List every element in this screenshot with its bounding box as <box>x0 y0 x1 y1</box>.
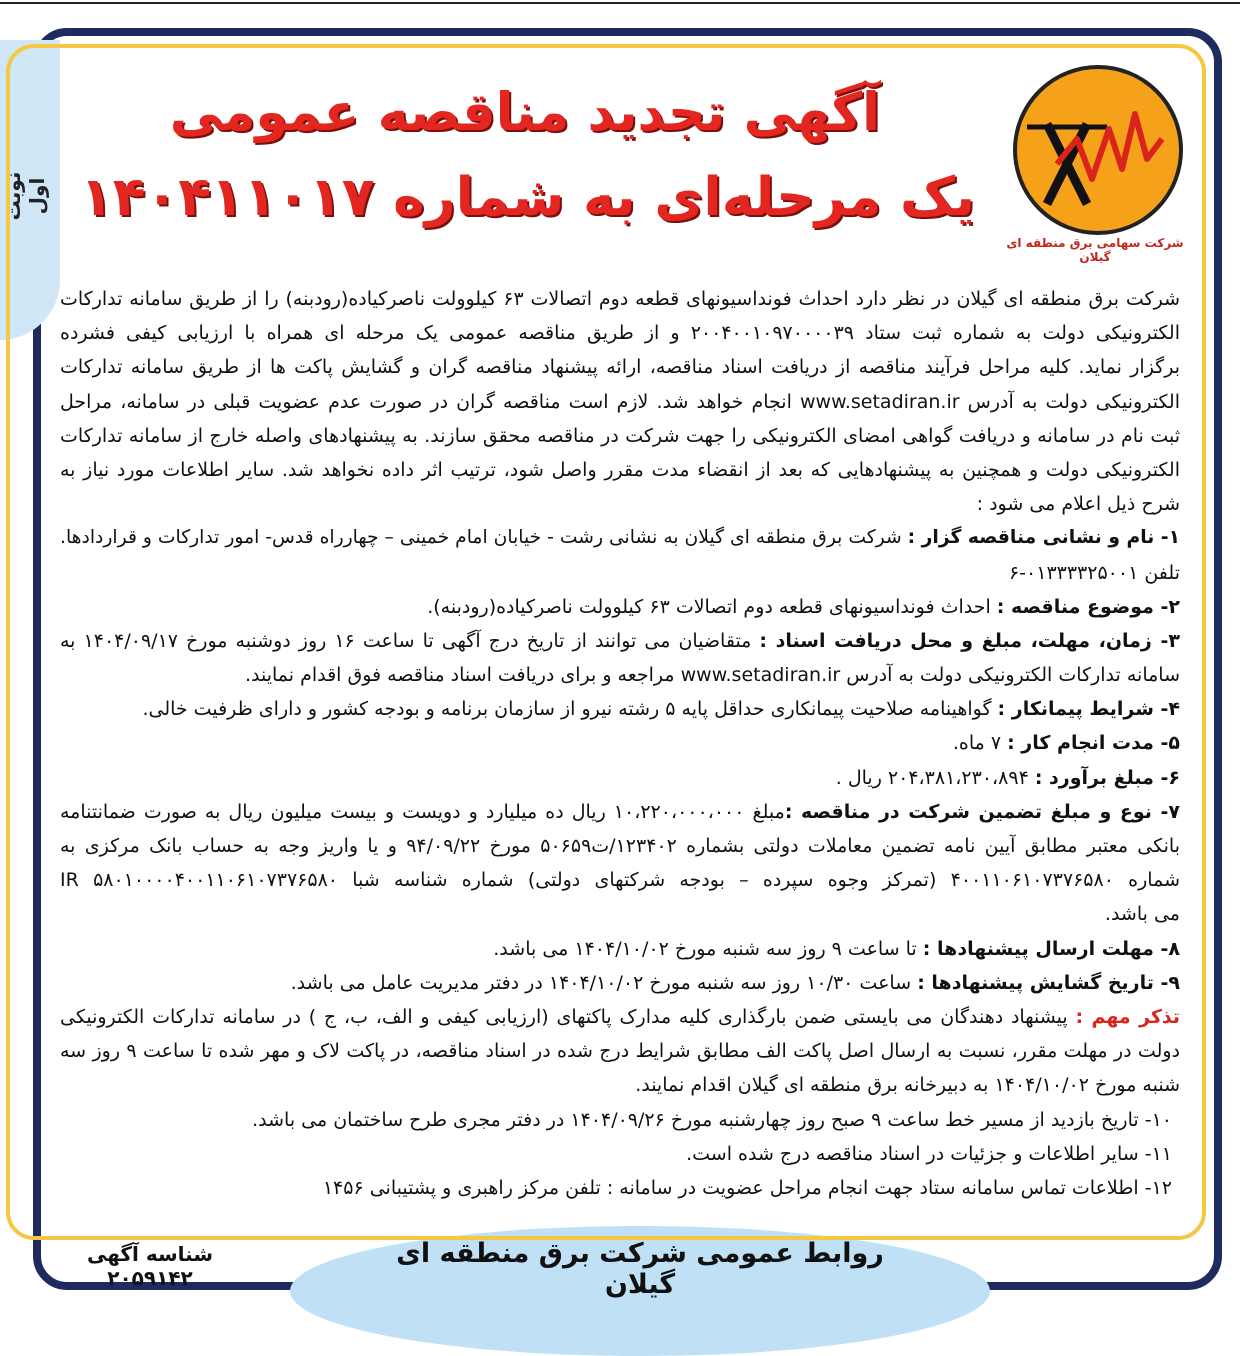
body-line <box>60 385 1180 419</box>
ad-title-line2: یک مرحله‌ای به شماره ۱۴۰۴۱۱۰۱۷ <box>80 165 975 228</box>
body-line <box>60 692 1180 726</box>
item-label: ۸- مهلت ارسال پیشنهادها : <box>922 937 1180 960</box>
item-text: الکترونیکی دولت و همچنین به پیشنهادهایی که بعد از انقضاء مدت مقرر واصل شود، ترتیب اثر داده نخواهد شد. سایر اطلاعات مورد نیاز به <box>60 458 1180 481</box>
item-text: ثبت نام در سامانه و دریافت گواهی امضای الکترونیکی را جهت شرکت در مناقصه محقق سازند. به پیشنهادهای واصله خارج از سامانه تدارکات <box>60 424 1180 447</box>
body-line <box>60 316 1180 350</box>
item-label: تذکر مهم : <box>1075 1005 1181 1028</box>
item-text: ۱۰- تاریخ بازدید از مسیر خط ساعت ۹ صبح روز چهارشنبه مورخ ۱۴۰۴/۰۹/۲۶ در دفتر مجری طرح ساختمان می باشد. <box>252 1108 1172 1131</box>
item-text: بانکی معتبر مطابق آیین نامه تضمین معاملات دولتی بشماره ۱۲۳۴۰۲/ت۵۰۶۵۹ مورخ ۹۴/۰۹/۲۲ و یا واریز وجه به حساب بانک مرکزی به <box>60 835 1180 857</box>
item-text: شرح ذیل اعلام می شود : <box>976 493 1180 516</box>
item-text: ۱۲- اطلاعات تماس سامانه ستاد جهت انجام مراحل عضویت در سامانه : تلفن مرکز راهبری و پشتیبانی ۱۴۵۶ <box>322 1176 1172 1199</box>
item-text: شنبه مورخ ۱۴۰۴/۱۰/۰۲ به دبیرخانه برق منطقه ای گیلان اقدام نمایند. <box>635 1074 1180 1097</box>
body-line <box>60 1103 1180 1137</box>
body-line <box>60 726 1180 760</box>
item-label: ۵- مدت انجام کار : <box>1007 732 1180 755</box>
company-logo <box>1013 65 1183 235</box>
body-line <box>60 282 1180 316</box>
body-line <box>60 1068 1180 1102</box>
item-text: احداث فونداسیونهای قطعه دوم اتصالات ۶۳ کیلوولت ناصرکیاده(رودبنه). <box>427 595 997 618</box>
body-line <box>60 624 1180 658</box>
item-text: تا ساعت ۹ روز سه شنبه مورخ ۱۴۰۴/۱۰/۰۲ می باشد. <box>493 937 923 960</box>
body-line <box>60 521 1180 555</box>
item-text: الکترونیکی دولت به آدرس www.setadiran.ir انجام خواهد شد. لازم است مناقصه گران در صورت عدم عضویت قبلی در سامانه، مراحل <box>60 390 1180 413</box>
body-line <box>60 897 1180 931</box>
item-text: شرکت برق منطقه ای گیلان به نشانی رشت - خیابان امام خمینی – چهارراه قدس- امور تدارکات و قراردادها. <box>60 527 908 549</box>
body-line <box>60 556 1180 590</box>
item-text: شماره ۴۰۰۱۱۰۶۱۰۷۳۷۶۵۸۰ (تمرکز وجوه سپرده – بودجه شرکتهای دولتی) شماره شناسه شبا IR ۵۸۰۱۰۰۰۰۴۰۰۱۱۰۶۱۰۷۳۷۶۵۸۰ <box>60 869 1180 892</box>
item-label: ۹- تاریخ گشایش پیشنهادها : <box>917 971 1180 994</box>
item-text: برگزار نماید. کلیه مراحل فرآیند مناقصه از دریافت اسناد مناقصه، ارائه پیشنهاد مناقصه گران و گشایش پاکت ها از طریق سامانه تدارکات <box>60 356 1180 379</box>
item-text: شرکت برق منطقه ای گیلان در نظر دارد احداث فونداسیونهای قطعه دوم اتصالات ۶۳ کیلوولت ناصرکیاده(رودبنه) را از طریق سامانه تدارکات <box>60 288 1180 310</box>
body-line <box>60 487 1180 521</box>
body-line <box>60 590 1180 624</box>
item-label: ۴- شرایط پیمانکار : <box>997 698 1180 721</box>
body-line <box>60 761 1180 795</box>
item-text: سامانه تدارکات الکترونیکی دولت به آدرس www.setadiran.ir مراجعه و برای دریافت اسناد مناقصه فوق اقدام نمایند. <box>244 664 1180 687</box>
top-rule <box>0 2 1240 4</box>
insertion-label: نوبت اول <box>1 171 49 221</box>
body-line <box>60 419 1180 453</box>
body-line <box>60 1034 1180 1068</box>
body-line <box>60 350 1180 384</box>
body-line <box>60 932 1180 966</box>
body-line <box>60 1000 1180 1034</box>
logo-caption: شرکت سهامی برق منطقه ای گیلان <box>1006 236 1184 264</box>
item-label: ۳- زمان، مهلت، مبلغ و محل دریافت اسناد : <box>759 629 1180 652</box>
footer-title: روابط عمومی شرکت برق منطقه ای گیلان <box>396 1238 884 1300</box>
body-line <box>60 1137 1180 1171</box>
item-label: ۲- موضوع مناقصه : <box>996 595 1180 618</box>
item-text: پیشنهاد دهندگان می بایستی ضمن بارگذاری کلیه مدارک پاکتهای (ارزیابی کیفی و الف، ب، ج ) در سامانه تدارکات الکترونیکی <box>60 1005 1076 1028</box>
body-line <box>60 453 1180 487</box>
body-line <box>60 658 1180 692</box>
item-text: ۲۰۴،۳۸۱،۲۳۰،۸۹۴ ریال . <box>835 766 1035 789</box>
body-line <box>60 966 1180 1000</box>
item-label: ۷- نوع و مبلغ تضمین شرکت در مناقصه : <box>784 800 1180 823</box>
body-line <box>60 1171 1180 1205</box>
ad-body <box>60 282 1180 1205</box>
ad-id: شناسه آگهی ۲۰۵۹۱۴۲ <box>86 1242 214 1290</box>
item-text: تلفن ۰۱۳۳۳۳۲۵۰۰۱-۶ <box>1008 561 1180 584</box>
item-text: گواهینامه صلاحیت پیمانکاری حداقل پایه ۵ رشته نیرو از سازمان برنامه و بودجه کشور و دارای ظرفیت خالی. <box>142 698 998 721</box>
item-label: ۱- نام و نشانی مناقصه گزار : <box>907 527 1181 549</box>
item-text: می باشد. <box>1104 903 1180 926</box>
item-text: ۱۱- سایر اطلاعات و جزئیات در اسناد مناقصه درج شده است. <box>686 1142 1172 1165</box>
item-text: مبلغ ۱۰،۲۲۰،۰۰۰،۰۰۰ ریال ده میلیارد و دویست و بیست میلیون ریال به صورت ضمانتنامه <box>60 800 785 823</box>
body-line <box>60 863 1180 897</box>
body-line <box>60 795 1180 829</box>
power-line-icon <box>1017 69 1179 231</box>
item-text: دولت در مهلت مقرر، نسبت به ارسال اصل پاکت الف مطابق شرایط درج شده در اسناد مناقصه، در پاکت لاک و مهر شده تا ساعت ۹ روز سه <box>60 1040 1181 1063</box>
item-text: ساعت ۱۰/۳۰ روز سه شنبه مورخ ۱۴۰۴/۱۰/۰۲ در دفتر مدیریت عامل می باشد. <box>290 971 918 994</box>
ad-title-line1: آگهی تجدید مناقصه عمومی <box>169 82 880 143</box>
item-text: ۷ ماه. <box>952 732 1008 755</box>
item-text: متقاضیان می توانند از تاریخ درج آگهی تا ساعت ۱۶ روز دوشنبه مورخ ۱۴۰۴/۰۹/۱۷ به <box>60 629 760 652</box>
item-text: الکترونیکی دولت به شماره ثبت ستاد ۲۰۰۴۰۰۱۰۹۷۰۰۰۰۳۹ و از طریق مناقصه عمومی یک مرحله ای همراه با ارزیابی کیفی فشرده <box>60 322 1180 345</box>
item-label: ۶- مبلغ برآورد : <box>1034 766 1180 789</box>
body-line <box>60 829 1180 863</box>
